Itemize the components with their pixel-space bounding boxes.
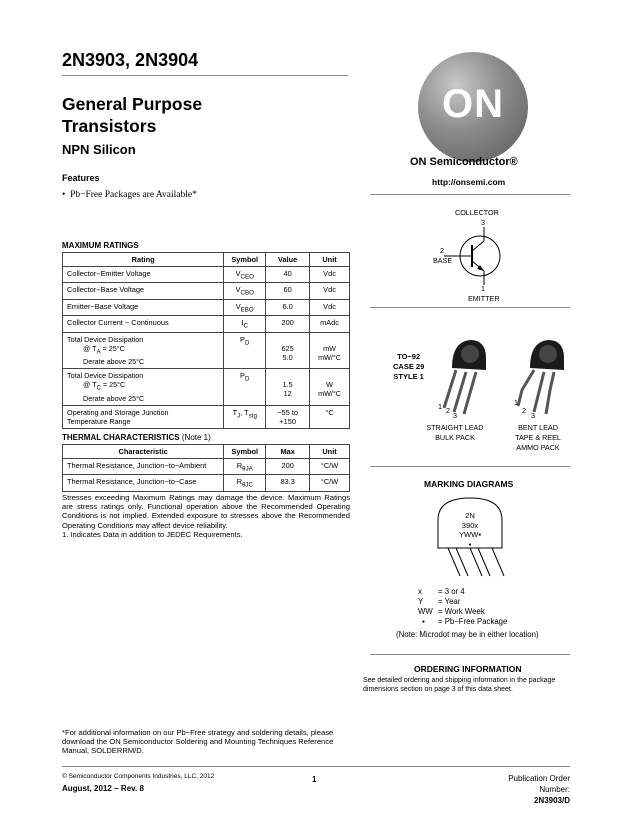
max-ratings-header-row bbox=[63, 253, 350, 267]
pb-free-footnote: *For additional information on our Pb−Free strategy and soldering details, please download the ON Semiconductor Soldering and Mounting Techniques Reference Manual, SOLDERRM/D. bbox=[62, 728, 334, 756]
rating-cell: Collector−Base Voltage bbox=[63, 283, 224, 299]
features-heading: Features bbox=[62, 173, 100, 183]
col-characteristic: Characteristic bbox=[63, 445, 224, 459]
symbol-main: V bbox=[235, 269, 241, 278]
legend-value: = Pb−Free Package bbox=[438, 617, 508, 626]
legend-value: = 3 or 4 bbox=[438, 587, 465, 596]
header-divider bbox=[62, 75, 348, 76]
col-symbol: Symbol bbox=[224, 253, 266, 267]
max-ratings-table bbox=[62, 252, 350, 429]
symbol-sub: J bbox=[237, 412, 241, 420]
max-ratings-title: MAXIMUM RATINGS bbox=[62, 241, 139, 250]
table-row bbox=[63, 316, 350, 332]
symbol-sub: θJA bbox=[242, 465, 253, 473]
value-cell: 200 bbox=[266, 316, 310, 332]
rating-cell: Emitter−Base Voltage bbox=[63, 299, 224, 315]
title-line-2: Transistors bbox=[62, 116, 157, 136]
rating-line bbox=[67, 380, 219, 393]
stress-note-text: Stresses exceeding Maximum Ratings may damage the device. Maximum Ratings are stress ratings only. Functional operation above the Recommended Operating Conditions is not implied. Extended exposure to stresses above the Recommended Operating Conditions may affect device reliability. bbox=[62, 493, 350, 530]
legend-row bbox=[418, 607, 507, 617]
right-divider-3 bbox=[370, 466, 570, 467]
table-row bbox=[63, 332, 350, 368]
ordering-text: See detailed ordering and shipping information in the package dimensions section on page 3 of this data sheet. bbox=[363, 677, 556, 693]
marking-line-1: 2N bbox=[465, 511, 475, 520]
package-line-2: CASE 29 bbox=[393, 362, 425, 371]
value-cell: 40 bbox=[266, 267, 310, 283]
publication-code: 2N3903/D bbox=[533, 796, 570, 805]
value-cell: −55 to +150 bbox=[266, 405, 310, 428]
table-row bbox=[63, 459, 350, 475]
symbol-main: P bbox=[240, 371, 245, 381]
table-row bbox=[63, 299, 350, 315]
rating-text: = 25°C bbox=[100, 380, 126, 390]
marking-line-4: ▪ bbox=[468, 539, 472, 549]
max-cell: 200 bbox=[266, 459, 310, 475]
thermal-note-ref: (Note 1) bbox=[181, 433, 211, 442]
right-divider-4 bbox=[370, 654, 570, 655]
straight-pin-2: 2 bbox=[446, 406, 450, 415]
rating-line bbox=[67, 344, 219, 357]
col-rating: Rating bbox=[63, 253, 224, 267]
footer-divider bbox=[62, 766, 570, 767]
straight-pin-3: 3 bbox=[453, 411, 457, 420]
rating-text: @ T bbox=[83, 343, 97, 353]
value-line: 12 bbox=[283, 389, 292, 399]
symbol-cell bbox=[224, 459, 266, 475]
legend-key: Y bbox=[418, 597, 424, 606]
legend-key: x bbox=[418, 587, 422, 596]
rating-cell: Collector Current − Continuous bbox=[63, 316, 224, 332]
note-1: 1. Indicates Data in addition to JEDEC Requirements. bbox=[62, 529, 243, 539]
unit-cell: °C/W bbox=[310, 459, 350, 475]
unit-line: mW bbox=[323, 343, 336, 353]
straight-lead-label bbox=[420, 423, 490, 443]
col-unit: Unit bbox=[310, 445, 350, 459]
rating-line: Derate above 25°C bbox=[83, 357, 145, 367]
package-label bbox=[393, 352, 424, 382]
rating-cell: Collector−Emitter Voltage bbox=[63, 267, 224, 283]
bent-lead-line-1: BENT LEAD bbox=[518, 423, 558, 432]
legend-value: = Work Week bbox=[438, 607, 485, 616]
marking-line-2: 390x bbox=[461, 520, 479, 530]
symbol-main: P bbox=[240, 334, 245, 344]
characteristic-cell: Thermal Resistance, Junction−to−Case bbox=[63, 475, 224, 491]
right-divider-2 bbox=[370, 307, 570, 308]
symbol-cell bbox=[224, 299, 266, 315]
symbol-main: R bbox=[236, 461, 243, 470]
unit-cell bbox=[310, 369, 350, 405]
straight-lead-line-2: BULK PACK bbox=[435, 433, 475, 442]
document-title bbox=[62, 93, 202, 137]
symbol-cell bbox=[224, 369, 266, 405]
symbol-sub: EBO bbox=[240, 306, 254, 314]
unit-line: W bbox=[326, 380, 333, 390]
publication-number bbox=[480, 773, 570, 806]
subtitle: NPN Silicon bbox=[62, 142, 136, 157]
value-line: 1.5 bbox=[282, 380, 293, 390]
unit-cell: °C bbox=[310, 405, 350, 428]
unit-cell: °C/W bbox=[310, 475, 350, 491]
symbol-main: V bbox=[235, 285, 241, 295]
legend-key: ▪ bbox=[422, 617, 425, 626]
symbol-main: T bbox=[232, 407, 238, 417]
rating-cell bbox=[63, 405, 224, 428]
legend-row bbox=[418, 617, 507, 627]
legend-value: = Year bbox=[438, 597, 461, 606]
bent-lead-label bbox=[500, 423, 576, 453]
bent-pin-3: 3 bbox=[531, 411, 535, 420]
rating-cell bbox=[63, 332, 224, 368]
rating-line: Total Device Dissipation bbox=[67, 371, 144, 381]
bent-lead-line-2: TAPE & REEL bbox=[515, 433, 561, 442]
thermal-title-wrap bbox=[62, 433, 211, 442]
table-row bbox=[63, 369, 350, 405]
bent-lead-package-image bbox=[510, 330, 570, 420]
logo-text: ON bbox=[442, 82, 504, 126]
characteristic-cell: Thermal Resistance, Junction−to−Ambient bbox=[63, 459, 224, 475]
marking-line-3: YWW▪ bbox=[458, 530, 482, 540]
unit-line: mW/°C bbox=[318, 352, 341, 362]
rating-text: @ T bbox=[83, 380, 97, 390]
symbol-main: R bbox=[236, 477, 242, 487]
emitter-pin: 1 bbox=[481, 284, 485, 293]
rating-sub: A bbox=[96, 349, 101, 356]
symbol-sub: CBO bbox=[240, 289, 254, 297]
symbol-main: I bbox=[241, 318, 244, 328]
thermal-header-row bbox=[63, 445, 350, 459]
unit-cell: mAdc bbox=[310, 316, 350, 332]
value-cell bbox=[266, 369, 310, 405]
unit-cell: Vdc bbox=[310, 283, 350, 299]
legend-key: WW bbox=[418, 607, 433, 616]
ordering-title: ORDERING INFORMATION bbox=[414, 664, 522, 674]
rating-sub: C bbox=[96, 385, 101, 392]
bent-pin-2: 2 bbox=[522, 406, 526, 415]
rating-line: Total Device Dissipation bbox=[67, 334, 144, 344]
right-divider-1 bbox=[370, 194, 570, 195]
marking-legend bbox=[418, 587, 507, 627]
revision-date: August, 2012 − Rev. 8 bbox=[62, 784, 144, 793]
collector-pin: 3 bbox=[481, 218, 485, 227]
unit-cell: Vdc bbox=[310, 267, 350, 283]
unit-cell bbox=[310, 332, 350, 368]
page-number: 1 bbox=[312, 775, 317, 784]
part-number-title: 2N3903, 2N3904 bbox=[62, 50, 199, 70]
symbol-cell bbox=[224, 316, 266, 332]
package-line-1: TO−92 bbox=[397, 352, 421, 361]
base-label: BASE bbox=[433, 256, 453, 265]
emitter-label: EMITTER bbox=[468, 294, 500, 303]
package-line-3: STYLE 1 bbox=[393, 372, 424, 381]
symbol-cell bbox=[224, 405, 266, 428]
unit-line: mW/°C bbox=[318, 389, 341, 399]
max-cell: 83.3 bbox=[266, 475, 310, 491]
symbol-sub: C bbox=[243, 322, 248, 330]
collector-label: COLLECTOR bbox=[455, 208, 499, 217]
value-cell bbox=[266, 332, 310, 368]
symbol-cell bbox=[224, 283, 266, 299]
rating-cell bbox=[63, 369, 224, 405]
title-line-1: General Purpose bbox=[62, 94, 203, 114]
col-symbol: Symbol bbox=[224, 445, 266, 459]
website-link[interactable]: http://onsemi.com bbox=[432, 177, 506, 187]
value-cell: 6.0 bbox=[266, 299, 310, 315]
symbol-sub: θJC bbox=[241, 481, 253, 489]
table-row bbox=[63, 475, 350, 491]
on-logo bbox=[418, 52, 528, 162]
table-row bbox=[63, 283, 350, 299]
legend-row bbox=[418, 587, 507, 597]
straight-lead-line-1: STRAIGHT LEAD bbox=[426, 423, 484, 432]
straight-pin-1: 1 bbox=[438, 402, 442, 411]
bent-lead-line-3: AMMO PACK bbox=[516, 443, 560, 452]
symbol-cell bbox=[224, 267, 266, 283]
symbol-sub: D bbox=[244, 339, 250, 347]
company-name: ON Semiconductor® bbox=[410, 156, 518, 168]
base-pin: 2 bbox=[440, 246, 444, 255]
symbol-cell bbox=[224, 332, 266, 368]
table-row bbox=[63, 267, 350, 283]
npn-transistor-symbol bbox=[440, 225, 510, 287]
rating-line: Derate above 25°C bbox=[83, 393, 145, 403]
microdot-note: (Note: Microdot may be in either location) bbox=[396, 630, 539, 639]
stress-note bbox=[62, 493, 350, 539]
features-item: • Pb−Free Packages are Available* bbox=[62, 190, 197, 200]
marking-text bbox=[440, 511, 500, 549]
thermal-table bbox=[62, 444, 350, 492]
col-unit: Unit bbox=[310, 253, 350, 267]
thermal-title: THERMAL CHARACTERISTICS bbox=[62, 433, 180, 442]
value-line: 5.0 bbox=[282, 352, 293, 362]
symbol-sub: CEO bbox=[240, 273, 254, 281]
rating-line: Temperature Range bbox=[67, 416, 131, 426]
table-row bbox=[63, 405, 350, 428]
symbol-main: , T bbox=[240, 407, 249, 417]
rating-line: Operating and Storage Junction bbox=[67, 407, 169, 417]
symbol-main: V bbox=[235, 301, 241, 311]
publication-label: Publication Order Number: bbox=[508, 774, 570, 794]
col-max: Max bbox=[266, 445, 310, 459]
features-item-text: Pb−Free Packages are Available* bbox=[70, 190, 197, 200]
col-value: Value bbox=[266, 253, 310, 267]
marking-title: MARKING DIAGRAMS bbox=[424, 479, 514, 489]
value-line: 625 bbox=[281, 343, 294, 353]
legend-row bbox=[418, 597, 507, 607]
symbol-cell bbox=[224, 475, 266, 491]
unit-cell: Vdc bbox=[310, 299, 350, 315]
value-cell: 60 bbox=[266, 283, 310, 299]
copyright: © Semiconductor Components Industries, LLC, 2012 bbox=[62, 773, 215, 780]
symbol-sub: stg bbox=[248, 412, 257, 420]
symbol-sub: D bbox=[244, 375, 250, 383]
bent-pin-1: 1 bbox=[514, 398, 518, 407]
rating-text: = 25°C bbox=[100, 343, 125, 353]
